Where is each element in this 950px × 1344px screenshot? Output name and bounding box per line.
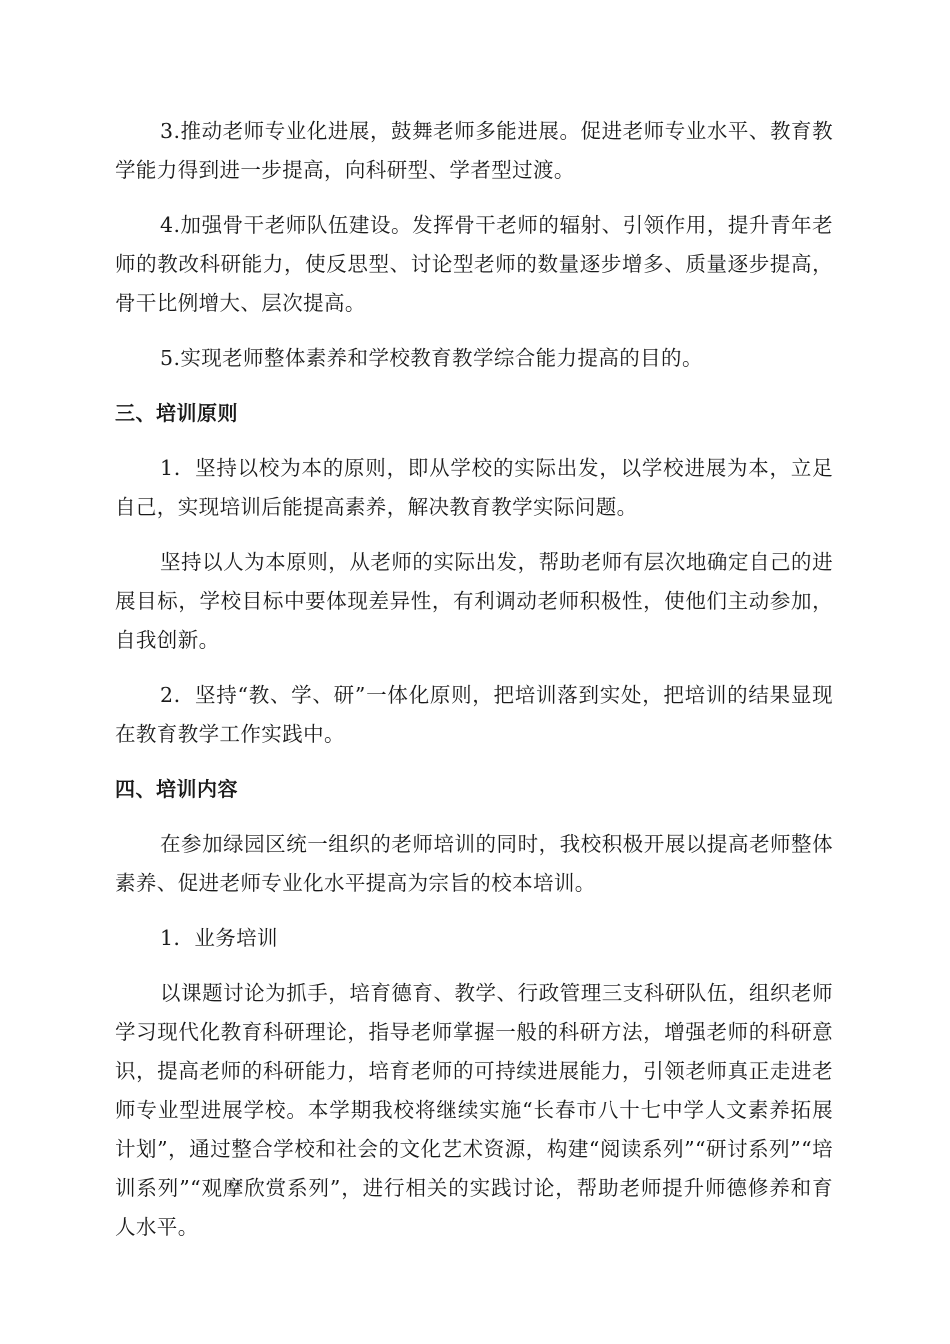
document-page <box>115 112 833 1263</box>
paragraph-principle-2: 2．坚持“教、学、研”一体化原则，把培训落到实处，把培训的结果显现在教育教学工作实践中。 <box>115 683 833 746</box>
section-heading-principles: 三、培训原则 <box>115 401 238 425</box>
subheading-business-training: 1．业务培训 <box>160 926 278 950</box>
paragraph-goal-3: 3.推动老师专业化进展，鼓舞老师多能进展。促进老师专业水平、教育教学能力得到进一步提高，向科研型、学者型过渡。 <box>115 119 833 182</box>
paragraph-business-training: 以课题讨论为抓手，培育德育、教学、行政管理三支科研队伍，组织老师学习现代化教育科研理论，指导老师掌握一般的科研方法，增强老师的科研意识，提高老师的科研能力，培育老师的可持续进展能力，引领老师真正走进老师专业型进展学校。本学期我校将继续实施“长春市八十七中学人文素养拓展计划”，通过整合学校和社会的文化艺术资源，构建“阅读系列”“研讨系列”“培训系列”“观摩欣赏系列”，进行相关的实践讨论，帮助老师提升师德修养和育人水平。 <box>115 981 833 1239</box>
paragraph-goal-4: 4.加强骨干老师队伍建设。发挥骨干老师的辐射、引领作用，提升青年老师的教改科研能力，使反思型、讨论型老师的数量逐步增多、质量逐步提高，骨干比例增大、层次提高。 <box>115 213 833 315</box>
paragraph-goal-5: 5.实现老师整体素养和学校教育教学综合能力提高的目的。 <box>160 346 703 370</box>
section-heading-content: 四、培训内容 <box>115 777 238 801</box>
paragraph-principle-people: 坚持以人为本原则，从老师的实际出发，帮助老师有层次地确定自己的进展目标，学校目标中要体现差异性，有利调动老师积极性，使他们主动参加，自我创新。 <box>115 550 833 652</box>
paragraph-principle-1: 1．坚持以校为本的原则，即从学校的实际出发，以学校进展为本，立足自己，实现培训后能提高素养，解决教育教学实际问题。 <box>115 456 833 519</box>
paragraph-content-intro: 在参加绿园区统一组织的老师培训的同时，我校积极开展以提高老师整体素养、促进老师专业化水平提高为宗旨的校本培训。 <box>115 832 833 895</box>
